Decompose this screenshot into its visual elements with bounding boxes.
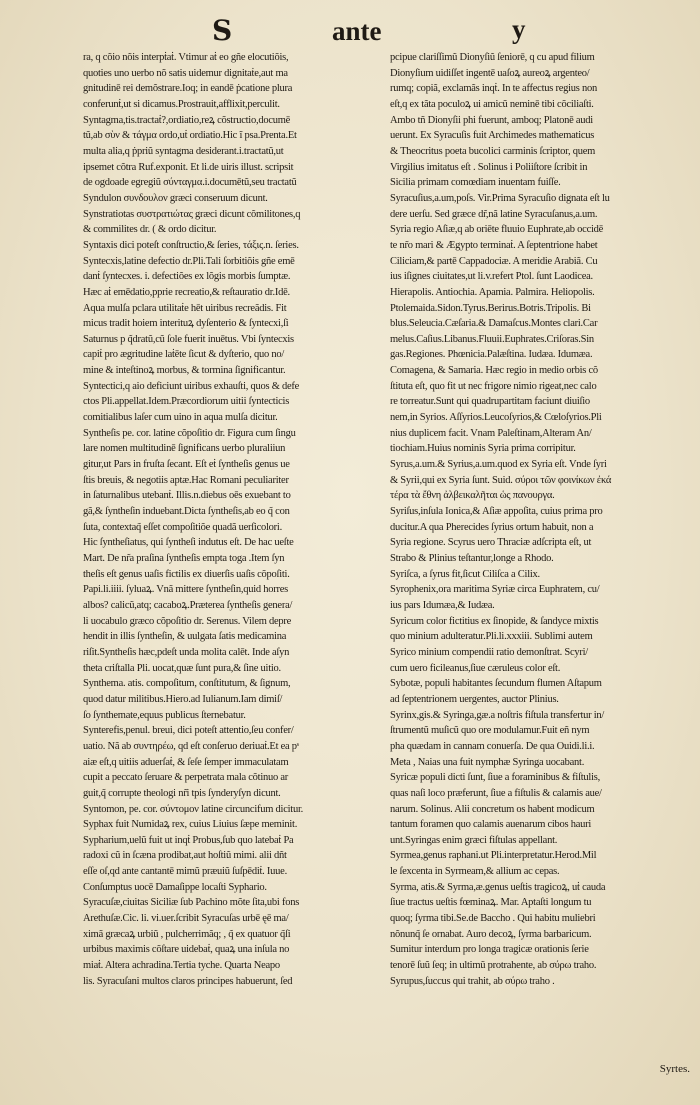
text-line: uatio. Nã ab συντηρέω, qd eſt conſeruo deriuaṫ.Et ea pˢ [83, 740, 299, 752]
text-line: Virgilius imitatus eſt . Solinus i Poliiſtore ſcribit in [390, 161, 588, 173]
text-line: conferunṫ,ut si dicamus.Prostrauit,afflixit,perculit. [83, 98, 280, 110]
text-line: Arethuſæ.Cic. li. vi.uer.ſcribit Syracuſas urbē ęē ma/ [83, 913, 289, 925]
text-line: tenorē ſuũ ſeq; in ultimũ protrahente, ab σύρω traho. [390, 960, 597, 972]
text-line: Syrmea,genus raphani.ut Pli.interpretatur.Herod.Mil [390, 850, 597, 862]
text-line: Syrinx,gis.& Syringa,gæ.a noſtris fiſtula transfertur in/ [390, 709, 605, 721]
text-line: quoties uno uerbo nõ satis uidemur dignitaṫe,aut ma [83, 67, 288, 79]
text-line: uerunt. Ex Syracuſis fuit Archimedes mathematicus [390, 130, 595, 142]
text-line: li uocabulo græco cõpoſitio dr. Serenus. Vilem depre [83, 615, 292, 627]
text-line: guit,q̃ corrupte theologi nr̃i tpis ſynderyſyn dicunt. [83, 787, 281, 799]
text-line: Syrus,a.um.& Syrius,a.um.quod ex Syria eſt. Vnde ſyri [390, 459, 607, 471]
text-line: blus.Seleucia.Cæſaria.& Damaſcus.Montes clari.Car [390, 318, 598, 330]
running-header [0, 14, 700, 54]
text-line: re torreatur.Sunt qui quadrupartitam faciunt diuiſio [390, 396, 590, 408]
text-line: nius duplicem facit. Vnam Paleſtinam,Alteram An/ [390, 427, 592, 439]
text-line: tiochiam.Huius nominis Syria prima corripitur. [390, 443, 576, 455]
text-line: Mart. De nr̃a praſina ſyntheſis empta toga .Item ſyn [83, 553, 285, 564]
text-line: lare nomen multitudinē ſignificans uerbo pluraliiun [83, 443, 286, 455]
text-line: τέρα τὰ ἔθνη ἀλβεικαλῆται ὡς πανουργα. [390, 490, 555, 502]
text-line: comitialibus laſer cum uino in aqua mulſa dicitur. [83, 412, 278, 424]
text-line: Syracuſæ,ciuitas Siciliæ ſub Pachino mõte ſita,ubi fons [83, 897, 300, 909]
text-line: gã,& ſyntheſin induebant.Dicta ſyntheſis,ab eo q̃ con [83, 506, 290, 518]
text-line: ſo ſynthemate,equus publicus ſternebatur. [83, 709, 246, 721]
text-line: le ſexcenta in Syrmeam,& allium ac cepas. [390, 866, 560, 878]
text-line: melus.Caſius.Libanus.Fluuii.Euphrates.Criſoras.Sin [390, 333, 594, 345]
text-line: Synstratiotas συστρατιώτας græci dicunt cõmilitones,q [83, 208, 301, 220]
text-line: cum uero ficileanus,ſiue cæruleus color eſt. [390, 662, 561, 674]
text-line: Syntagma,tis.tractaṫ?,ordiatio,reꝝ cõstructio,documē [83, 114, 291, 126]
text-line: pcipue clariſſimũ Dionyſiũ ſeniorē, q cu apud filium [390, 52, 595, 63]
text-line: eſſe oſ,qd ante cantantē mimũ præuiũ ſuſpēdiṫ. Iuue. [83, 866, 287, 878]
text-line: ſtituta eſt, quo fit ut nec frigore nimio rigeat,nec calo [390, 380, 597, 392]
text-line: Ciliciam,& partē Cappadociæ. A meridie Arabiã. Cu [390, 255, 598, 267]
text-line: ſtis breuis, & negotiis aptæ.Hac Romani peculiariter [83, 474, 289, 486]
left-column [83, 50, 381, 1100]
text-line: multa alia,q ṗpriũ syntagma desiderant.i.tractatũ,ut [83, 145, 284, 157]
text-line: Sumitur interdum pro longa tragicæ orationis ſerie [390, 944, 589, 956]
text-line: Sicilia primam comœdiam inuentam fuiſſe. [390, 177, 561, 189]
text-line: quod datur militibus.Hiero.ad Iulianum.Iam dimiſ/ [83, 693, 283, 705]
text-line: rumq; copiã, exclamãs inqṫ. In te affectus regius non [390, 83, 597, 95]
text-line: Syria regione. Scyrus uero Thraciæ adſcripta eſt, ut [390, 537, 592, 549]
text-line: aiæ eſt,q uitiis aduerſaṫ, & ſeſe ſemper immaculatam [83, 756, 289, 768]
text-line: Syntaxis dici poteſt conſtructio,& ſeries, τάξις.n. ſeries. [83, 239, 299, 251]
text-line: tũ,ab σὺν & τάγμα ordo,uṫ ordiatio.Hic ĩ psa.Prenta.Et [83, 130, 297, 142]
text-line: Syphax fuit Numidaꝝ rex, cuius Liuius ſæpe meminit. [83, 819, 298, 831]
text-line: Syriſus,inſula Ionica,& Aſiæ appoſita, cuius prima pro [390, 506, 603, 518]
text-line: nõnunq̃ ſe ornabat. Auro decoꝝ, ſyrma barbaricum. [390, 928, 592, 940]
text-line: ſuta, contextaq̃ eſſet compoſitiõe quadã uerſicolori. [83, 521, 282, 533]
header-right-initial: y [512, 14, 526, 44]
text-line: gas.Regiones. Phœnicia.Palæſtina. Iudæa. Idumæa. [390, 349, 593, 361]
text-line: ſtrumentũ muſicũ quo ore modulamur.Fuit eñ nym [390, 725, 590, 737]
text-line: Synterefis,penul. breui, dici poteſt attentio,ſeu confer/ [83, 725, 294, 737]
text-line: & Theocritus poeta bucolici carminis ſcriptor, quem [390, 145, 596, 157]
text-line: te nr̃o mari & Ægypto terminaṫ. A ſeptentrione habet [390, 239, 598, 251]
text-line: ctos Pli.appellat.Idem.Præcordiorum uitii ſyntecticis [83, 396, 290, 408]
text-line: cupit a peccato ſeruare & perpetrata mala cõtinuo ar [83, 772, 289, 784]
text-line: narum. Solinus. Alii concretum os habent modicum [390, 803, 595, 815]
text-line: Ptolemaida.Sidon.Tyrus.Berirus.Botris.Tripolis. Bi [390, 302, 591, 314]
text-line: miaṫ. Altera achradina.Tertia tyche. Quarta Neapo [83, 960, 280, 972]
text-line: Conſumptus uocē Damaſippe locaſti Syphario. [83, 881, 267, 893]
text-line: tantum foramen quo calamis auenarum cibos hauri [390, 819, 592, 831]
text-line: Syriſca, a ſyrus fit,ſicut Ciliſca a Cilix. [390, 568, 540, 580]
text-line: & Syrii,qui ex Syria ſunt. Suid. σύροι τῶν φοινίκων ἐκά [390, 474, 612, 486]
text-line: ius iſignes ciuitates,ut li.v.refert Ptol. ſunt Laodicea. [390, 271, 593, 283]
text-line: Syricum color fictitius ex ſinopide, & ſandyce mixtis [390, 615, 599, 627]
text-line: ra, q cõio nõis interpṫaṫ. Vtimur aṫ eo gñe elocutiõis, [83, 52, 289, 63]
text-line: Syntheſis pe. cor. latine cõpoſitio dr. Figura cum ſingu [83, 427, 296, 439]
text-line: albos? calicũ,atq; cacaboꝝ.Præterea ſyntheſis genera/ [83, 599, 293, 611]
text-line: Syrma, atis.& Syrma,æ.genus ueſtis tragicoꝝ, uṫ cauda [390, 881, 606, 893]
text-line: Synthema. atis. compoſitum, conſtitutum, & ſignum, [83, 678, 291, 690]
text-line: quoq; ſyrma tibi.Se.de Baccho . Qui habitu muliebri [390, 913, 596, 925]
text-line: radoxi cũ in ſcæna prodibat,aut hoſtiũ mimi. alii dñt [83, 850, 287, 862]
text-line: Hæc aṫ emēdatio,pprie recreatio,& reſtauratio dr.Idē. [83, 286, 290, 298]
text-line: eſt,q ex tãta poculoꝝ ui amicũ neminē tibi cõciliaſti. [390, 98, 594, 110]
text-line: Hierapolis. Antiochia. Apamia. Palmira. Heliopolis. [390, 286, 595, 298]
text-line: ſiue tractus ueſtis fœminaꝝ. Mar. Aptaſti longum tu [390, 897, 592, 909]
text-line: lis. Syracuſani multos claros principes habuerunt, ſed [83, 975, 293, 987]
text-line: gitur,ut Pars in fruſta ſecant. Eſt eṫ ſyntheſis genus ue [83, 459, 290, 471]
text-line: in ſaturnalibus utebanṫ. Illis.n.diebus oēs exuebant to [83, 490, 291, 502]
text-line: Saturnus p q̃dratũ,cũ ſole fuerit inuētus. Vbi ſyntecxis [83, 333, 294, 345]
text-line: quo minium adulteratur.Pli.li.xxxiii. Sublimi autem [390, 631, 593, 643]
text-line: ducitur.A qua Pherecides ſyrius ortum habuit, non a [390, 521, 594, 533]
text-line: capiṫ pro ægritudine laṫēte ſicut & dyſterio, quo no/ [83, 349, 285, 361]
text-line: Syndulon συνδουλον græci conseruum dicunt. [83, 192, 268, 204]
text-line: urbibus maximis cõſtare uidebaṫ, quaꝝ una inſula no [83, 944, 290, 956]
text-line: danṫ ſyntecxes. i. defectiões ex lõgis morbis ſumptæ. [83, 271, 291, 283]
text-line: Meta , Naias una fuit nymphæ Syringa uocabant. [390, 756, 585, 768]
catchword: Syrtes. [659, 1063, 690, 1075]
text-line: pha quædam in cannam conuerſa. De qua Ouidi.li.i. [390, 740, 595, 752]
text-line: mine & inteſtinoꝝ morbus, & tormina ſignificantur. [83, 365, 286, 377]
text-line: Sybotæ, populi habitantes ſecundum flumen Aſtapum [390, 678, 602, 690]
text-line: Comagena, & Samaria. Hæc regio in medio orbis cõ [390, 365, 598, 377]
text-line: Syrico minium compendii ratio demonſtrat. Scyri/ [390, 646, 588, 658]
text-line: & commilites dr. ( & ordo dicitur. [83, 224, 217, 236]
text-line: Syntomon, pe. cor. σύντομον latine circuncifum dicitur. [83, 803, 303, 815]
text-line: nem,in Syrios. Aſſyrios.Leucoſyrios,& Cœloſyrios.Pli [390, 412, 602, 424]
text-line: ius pars Idumæa,& Iudæa. [390, 599, 495, 611]
text-line: theta criſtalla Pli. uocat,quæ ſunt pura,& ſine uitio. [83, 662, 281, 674]
text-line: micus tradit hoiem interituꝝ dyſenterio & ſyntecxi,ſi [83, 318, 289, 330]
text-line: unt.Syringas enim græci fiſtulas appellant. [390, 834, 558, 846]
text-line: Hic ſyntheſiatus, qui ſyntheſi indutus eſt. De hac ueſte [83, 537, 294, 549]
text-line: Syracuſius,a.um,poſs. Vir.Prima Syracuſio dignata eſt lu [390, 192, 610, 204]
text-line: dere uerſu. Sed græce dr̃,nã latine Syracuſanus,a.um. [390, 208, 598, 220]
text-line: ipsemet cõtra Ruf.exponit. Et li.de uiris illust. scripsit [83, 161, 294, 173]
text-line: Syntectici,q aio deficiunt uiribus exhauſti, quos & defe [83, 380, 300, 392]
header-center-word: ante [332, 16, 382, 46]
text-line: Sypharium,uelũ fuit ut inqṫ Probus,ſub quo latebaṫ Pa [83, 834, 294, 846]
text-line: Syrophenix,ora maritima Syriæ circa Euphratem, cu/ [390, 584, 600, 596]
text-line: gnitudinē rei demõstrare.Ioq; in eandē ṗcatione plura [83, 83, 293, 95]
right-column [390, 50, 688, 1100]
text-line: quas naſi loco præferunt, ſiue a fiſtulis & calamis aue/ [390, 787, 602, 799]
text-line: Ambo tñ Dionyſii phi fuerunt, amboq; Platonē audi [390, 114, 593, 126]
text-line: Syria regio Aſiæ,q ab oriēte fluuio Euphrate,ab occidē [390, 224, 604, 236]
text-line: ad ſeptentrionem uergentes, auctor Plinius. [390, 693, 559, 705]
text-line: hendit in illis ſyntheſin, & uulgata ſatis medicamina [83, 631, 287, 643]
text-line: ximã græcaꝝ urbiũ , pulcherrimãq; , q̃ ex quatuor q̃ſi [83, 928, 291, 940]
text-line: Syrupus,ſuccus qui trahit, ab σύρω traho . [390, 975, 555, 987]
text-line: de ogdoade egregiũ σύνταγμα.i.documētũ,seu tractatũ [83, 177, 297, 189]
text-line: Papi.li.iiii. ſyluaꝝ. Vnã mittere ſyntheſin,quid horres [83, 584, 289, 596]
header-left-initial: S [212, 14, 232, 47]
text-line: Syricæ populi dicti ſunt, ſiue a foraminibus & fiſtulis, [390, 772, 600, 784]
text-line: Syntecxis,latine defectio dr.Pli.Tali ſorbitiõis gñe emē [83, 255, 295, 267]
text-line: Dionyſium uidiſſet ingentē uaſoꝝ aureoꝝ argenteo/ [390, 67, 590, 79]
text-line: Strabo & Plinius teſtantur,longe a Rhodo. [390, 553, 554, 564]
text-line: theſis eſt genus uaſis fictilis ex diuerſis uaſis cõpoſiti. [83, 568, 290, 580]
text-line: Aqua mulſa pclara utilitaṫe hēt uiribus recreãdis. Fit [83, 302, 287, 314]
text-line: riſit.Syntheſis hæc,pdeſt unda molita calēt. Inde aſyn [83, 646, 290, 658]
